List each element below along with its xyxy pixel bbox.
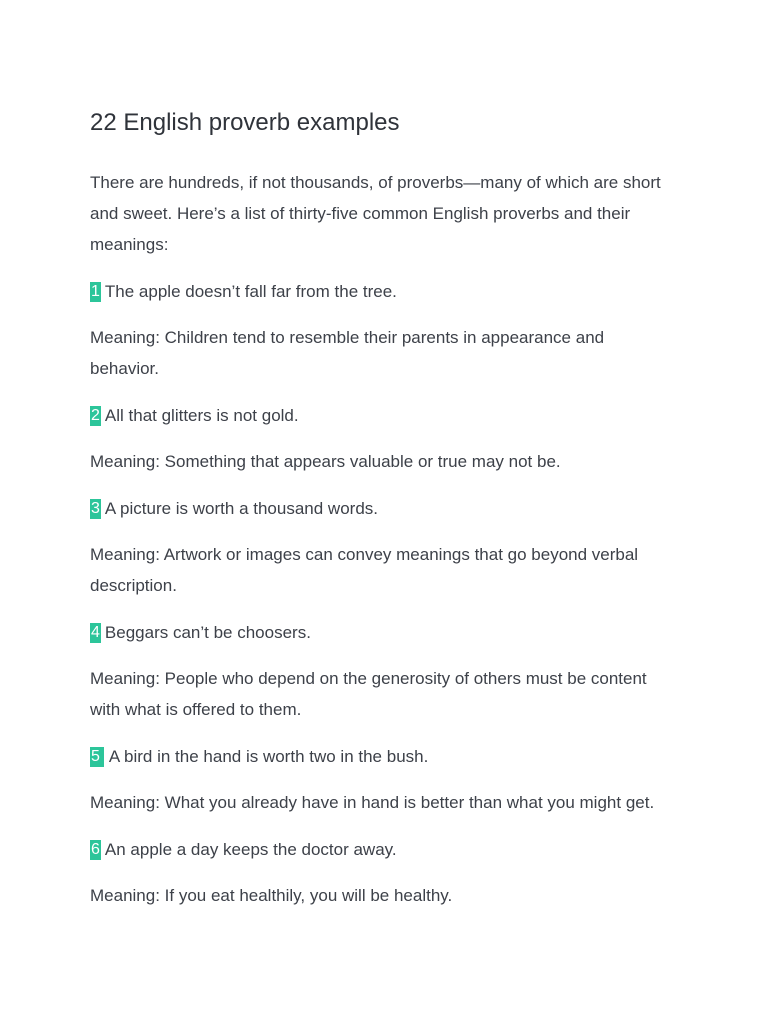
proverb-text: A bird in the hand is worth two in the bush. <box>108 747 429 766</box>
proverb-meaning: Meaning: What you already have in hand is better than what you might get. <box>90 793 655 812</box>
proverb-text: An apple a day keeps the doctor away. <box>104 840 397 859</box>
proverb-item <box>90 493 378 524</box>
proverb-meaning: Meaning: If you eat healthily, you will be healthy. <box>90 886 453 905</box>
proverb-meaning: Meaning: Something that appears valuable or true may not be. <box>90 452 561 471</box>
proverb-meaning: Meaning: Artwork or images can convey meanings that go beyond verbal description. <box>90 545 639 595</box>
proverb-text: All that glitters is not gold. <box>104 406 299 425</box>
proverb-text: The apple doesn’t fall far from the tree. <box>104 282 397 301</box>
proverb-item <box>90 617 311 648</box>
proverb-number-badge: 3 <box>91 500 100 517</box>
proverb-meaning: Meaning: Children tend to resemble their parents in appearance and behavior. <box>90 328 605 378</box>
proverb-number-badge: 2 <box>91 407 100 424</box>
proverb-item <box>90 834 397 865</box>
proverb-number-badge: 1 <box>91 283 100 300</box>
proverb-number-badge: 5 <box>90 747 104 767</box>
proverb-text: Beggars can’t be choosers. <box>104 623 311 642</box>
proverb-number-badge: 4 <box>91 624 100 641</box>
proverb-item <box>90 276 397 307</box>
proverb-text: A picture is worth a thousand words. <box>104 499 378 518</box>
intro-paragraph: There are hundreds, if not thousands, of proverbs—many of which are short and sweet. Here’s a list of thirty-five common English proverbs and their meanings: <box>90 173 661 254</box>
page-title: 22 English proverb examples <box>90 109 400 136</box>
proverb-meaning: Meaning: People who depend on the generosity of others must be content with what is offered to them. <box>90 669 647 719</box>
proverb-item <box>90 400 299 431</box>
proverb-number-badge: 6 <box>91 841 100 858</box>
proverb-item <box>90 741 428 772</box>
